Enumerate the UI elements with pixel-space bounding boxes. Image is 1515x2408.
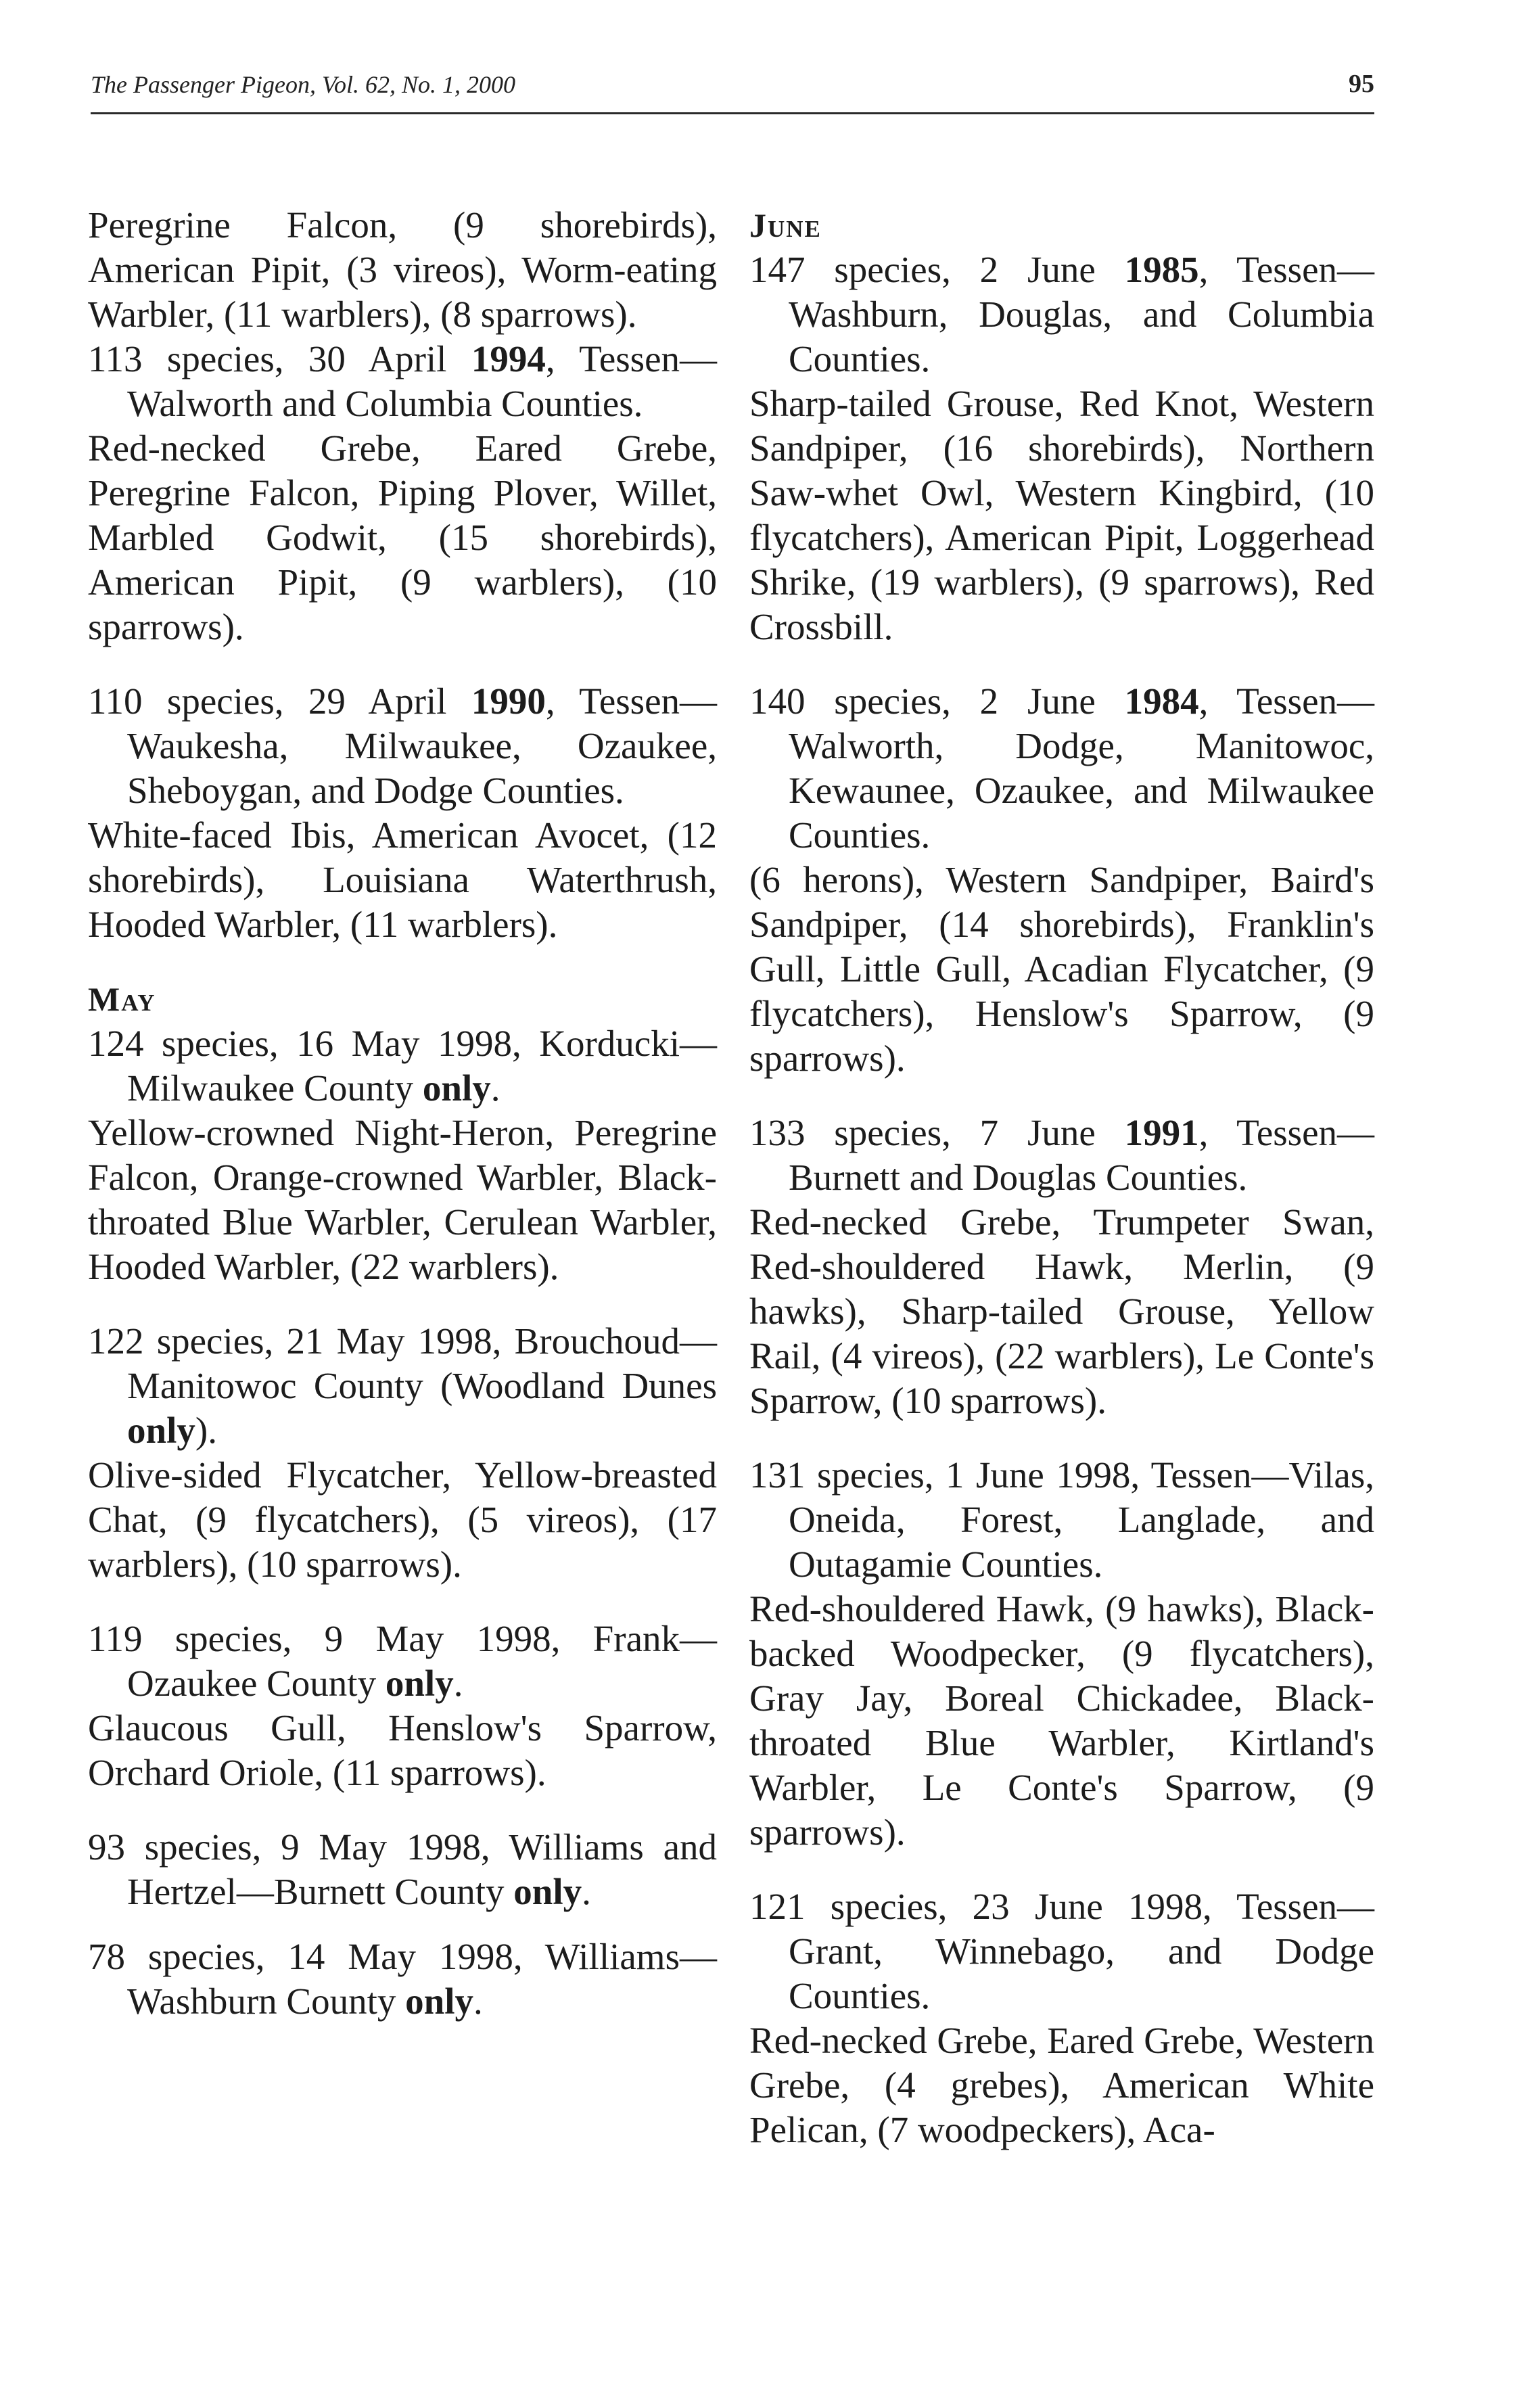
notable-species: White-faced Ibis, American Avocet, (12 shorebirds), Louisiana Waterthrush, Hooded Warbler, (11 warblers). — [88, 814, 717, 945]
running-header — [91, 65, 1374, 114]
notable-species: Sharp-tailed Grouse, Red Knot, Western Sandpiper, (16 shorebirds), Northern Saw-whet Owl, Western Kingbird, (10 flycatchers), American Pipit, Loggerhead Shrike, (19 warblers), (9 sparrows), Red Crossbill. — [749, 383, 1374, 647]
month-heading-may: May — [88, 980, 156, 1018]
notable-species: Red-necked Grebe, Eared Grebe, Western Grebe, (4 grebes), American White Pelican, (7 woodpeckers), Aca- — [749, 2020, 1374, 2150]
count-entry-june-1-1998 — [749, 1453, 1374, 1855]
notable-species: Yellow-crowned Night-Heron, Peregrine Falcon, Orange-crowned Warbler, Black-throated Blue Warbler, Cerulean Warbler, Hooded Warbler, (22 warblers). — [88, 1112, 717, 1287]
count-entry-june-1984 — [749, 679, 1374, 1081]
entry-heading: 110 species, 29 April 1990, Tessen—Waukesha, Milwaukee, Ozaukee, Sheboygan, and Dodge Counties. — [88, 680, 717, 811]
entry-heading: 113 species, 30 April 1994, Tessen—Walworth and Columbia Counties. — [88, 338, 717, 424]
entry-heading: 131 species, 1 June 1998, Tessen—Vilas, Oneida, Forest, Langlade, and Outagamie Counties. — [749, 1454, 1374, 1585]
continued-bird-list: Peregrine Falcon, (9 shorebirds), American Pipit, (3 vireos), Worm-eating Warbler, (11 warblers), (8 sparrows). — [88, 204, 717, 335]
count-entry-june-23-1998 — [749, 1884, 1374, 2152]
count-entry-april-1990 — [88, 679, 717, 947]
entry-heading: 122 species, 21 May 1998, Brouchoud—Manitowoc County (Woodland Dunes only). — [88, 1320, 717, 1451]
month-heading-june: June — [749, 206, 822, 244]
count-entry-may-21 — [88, 1319, 717, 1587]
year-bold: 1990 — [471, 680, 546, 722]
entry-heading: 133 species, 7 June 1991, Tessen—Burnett and Douglas Counties. — [749, 1112, 1374, 1198]
notable-species: Glaucous Gull, Henslow's Sparrow, Orchard Oriole, (11 sparrows). — [88, 1707, 717, 1793]
count-entry-may-9-williams — [88, 1825, 717, 1914]
entry-heading: 140 species, 2 June 1984, Tessen—Walworth, Dodge, Manitowoc, Kewaunee, Ozaukee, and Milwaukee Counties. — [749, 680, 1374, 856]
year-bold: 1994 — [471, 338, 546, 379]
entry-heading: 93 species, 9 May 1998, Williams and Hertzel—Burnett County only. — [88, 1826, 717, 1912]
entry-heading: 119 species, 9 May 1998, Frank—Ozaukee County only. — [88, 1618, 717, 1704]
count-entry-june-1985 — [749, 248, 1374, 649]
count-entry-june-1991 — [749, 1111, 1374, 1423]
notable-species: Red-necked Grebe, Eared Grebe, Peregrine Falcon, Piping Plover, Willet, Marbled Godwit, (15 shorebirds), American Pipit, (9 warblers), (10 sparrows). — [88, 427, 717, 647]
notable-species: Olive-sided Flycatcher, Yellow-breasted Chat, (9 flycatchers), (5 vireos), (17 warblers), (10 sparrows). — [88, 1454, 717, 1585]
entry-heading: 124 species, 16 May 1998, Korducki—Milwaukee County only. — [88, 1023, 717, 1109]
count-entry-may-16 — [88, 1021, 717, 1289]
notable-species: Red-necked Grebe, Trumpeter Swan, Red-shouldered Hawk, Merlin, (9 hawks), Sharp-tailed Grouse, Yellow Rail, (4 vireos), (22 warblers), Le Conte's Sparrow, (10 sparrows). — [749, 1201, 1374, 1421]
entry-heading: 78 species, 14 May 1998, Williams—Washburn County only. — [88, 1936, 717, 2022]
left-column — [88, 203, 717, 2054]
entry-heading: 121 species, 23 June 1998, Tessen—Grant, Winnebago, and Dodge Counties. — [749, 1886, 1374, 2016]
journal-citation: The Passenger Pigeon, Vol. 62, No. 1, 2000 — [91, 71, 515, 98]
page-number: 95 — [1349, 70, 1374, 98]
count-entry-may-9-frank — [88, 1617, 717, 1795]
count-entry-april-1994 — [88, 337, 717, 649]
count-entry-may-14 — [88, 1935, 717, 2024]
right-column — [749, 203, 1374, 2182]
notable-species: Red-shouldered Hawk, (9 hawks), Black-backed Woodpecker, (9 flycatchers), Gray Jay, Boreal Chickadee, Black-throated Blue Warbler, Kirtland's Warbler, Le Conte's Sparrow, (9 sparrows). — [749, 1588, 1374, 1853]
entry-heading: 147 species, 2 June 1985, Tessen—Washburn, Douglas, and Columbia Counties. — [749, 249, 1374, 379]
notable-species: (6 herons), Western Sandpiper, Baird's Sandpiper, (14 shorebirds), Franklin's Gull, Little Gull, Acadian Flycatcher, (9 flycatchers), Henslow's Sparrow, (9 sparrows). — [749, 859, 1374, 1079]
